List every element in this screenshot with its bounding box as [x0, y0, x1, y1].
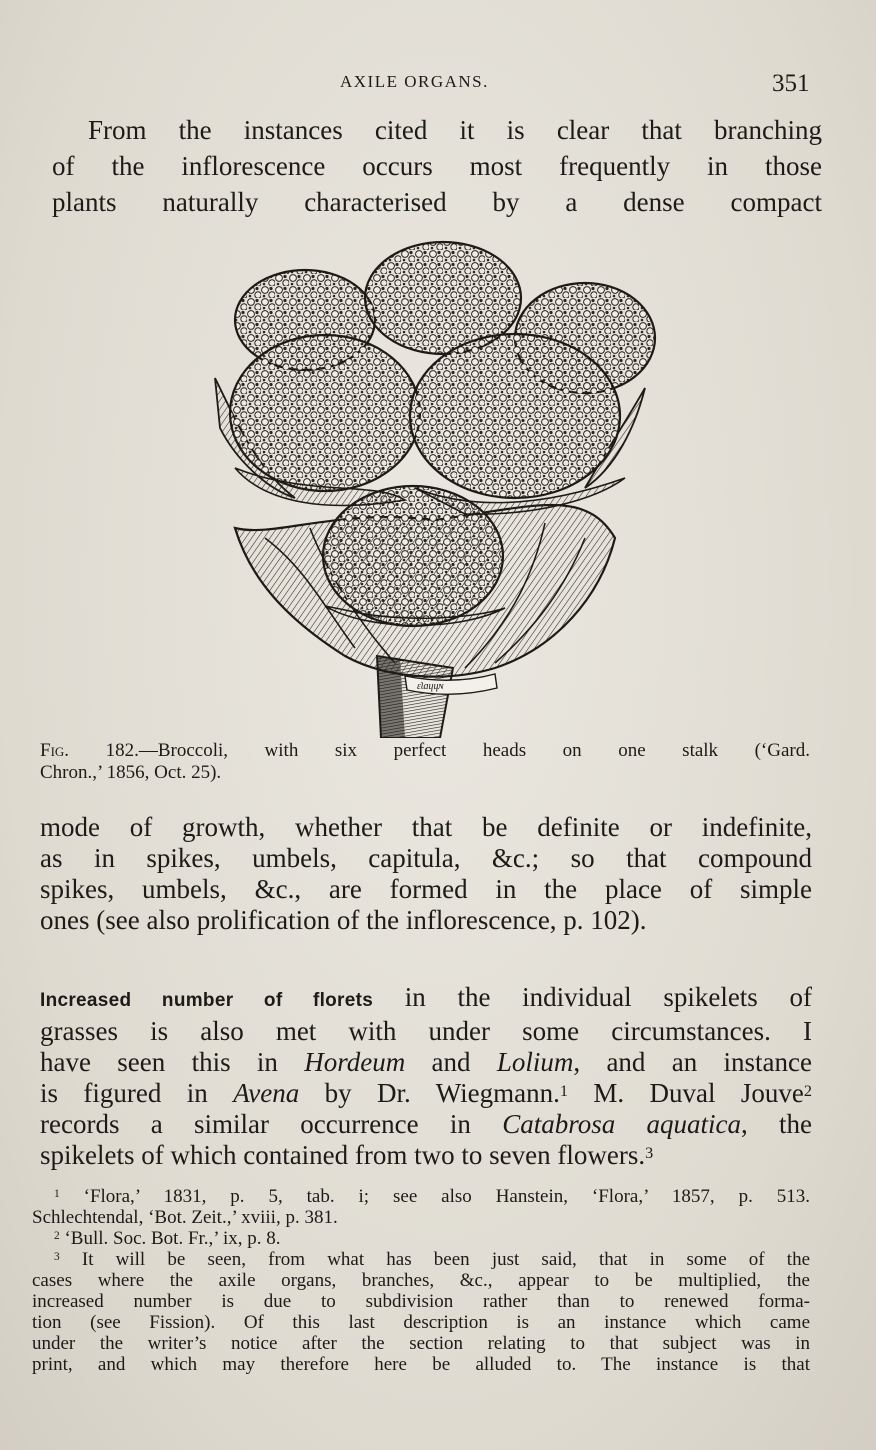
text-run: , the — [740, 1109, 812, 1139]
text-line: ones (see also prolification of the inflorescence, p. 102). — [40, 905, 647, 935]
figure-caption — [40, 740, 810, 784]
text-line — [40, 982, 812, 1016]
text-run: spikelets of which contained from two to seven flowers. — [40, 1140, 646, 1170]
genus-name: Avena — [233, 1078, 300, 1108]
text-run: is figured in — [40, 1078, 234, 1108]
footnote-3-cont: increased number is due to subdivision rather than to renewed forma- — [32, 1291, 810, 1312]
text-line: plants naturally characterised by a dense compact — [52, 187, 822, 217]
species-name: Catabrosa aquatica — [502, 1109, 741, 1139]
footnote-3-cont: under the writer’s notice after the section relating to that subject was in — [32, 1333, 810, 1354]
text-run: M. Duval Jouve — [567, 1078, 804, 1108]
footnote-2 — [32, 1228, 810, 1249]
footnote-mark: 2 — [54, 1230, 60, 1242]
text-run: records a similar occurrence in — [40, 1109, 503, 1139]
text-run: and — [405, 1047, 497, 1077]
text-run: ‘Flora,’ 1831, p. 5, tab. i; see also Hanstein, ‘Flora,’ 1857, p. 513. — [59, 1186, 810, 1207]
section-heading: Increased number of florets — [40, 990, 374, 1011]
text-run: in the individual spikelets of — [373, 982, 812, 1012]
caption-line — [40, 740, 810, 762]
text-line: spikes, umbels, &c., are formed in the place of simple — [40, 874, 812, 904]
figure-label: Fig. 182. — [40, 740, 139, 761]
text-run: , and an instance — [573, 1047, 812, 1077]
footnote-3-cont: print, and which may therefore here be alluded to. The instance is that — [32, 1354, 810, 1375]
footnote-3 — [32, 1249, 810, 1270]
footnote-1 — [32, 1186, 810, 1207]
paragraph-mode — [40, 812, 812, 936]
text-line: as in spikes, umbels, capitula, &c.; so that compound — [40, 843, 812, 873]
text-line: From the instances cited it is clear that branching — [88, 115, 822, 145]
footnote-ref[interactable]: 1 — [559, 1082, 568, 1100]
text-line — [40, 1109, 812, 1140]
text-line — [40, 1047, 812, 1078]
running-head — [0, 70, 876, 104]
text-run: by Dr. Wiegmann. — [299, 1078, 560, 1108]
stalk-label: ɛʅɑɥɥɴ — [417, 681, 444, 692]
footnote-ref[interactable]: 2 — [803, 1082, 813, 1100]
text-line: mode of growth, whether that be definite or indefinite, — [40, 812, 812, 842]
text-run: have seen this in — [40, 1047, 305, 1077]
footnote-1-cont: Schlechtendal, ‘Bot. Zeit.,’ xviii, p. 381. — [32, 1207, 338, 1228]
footnote-3-cont: tion (see Fission). Of this last description is an instance which came — [32, 1312, 810, 1333]
genus-name: Lolium — [496, 1047, 574, 1077]
text-run: It will be seen, from what has been just said, that in some of the — [59, 1249, 810, 1270]
footnote-mark: 3 — [54, 1251, 60, 1263]
caption-line: Chron.,’ 1856, Oct. 25). — [40, 762, 222, 783]
text-run: ‘Bull. Soc. Bot. Fr.,’ ix, p. 8. — [59, 1228, 281, 1249]
paragraph-intro — [52, 112, 822, 220]
footnote-3-cont: cases where the axile organs, branches, &c., appear to be multiplied, the — [32, 1270, 810, 1291]
genus-name: Hordeum — [304, 1047, 406, 1077]
text-line: grasses is also met with under some circumstances. I — [40, 1016, 812, 1046]
running-title: AXILE ORGANS. — [340, 72, 489, 91]
broccoli-engraving — [205, 238, 675, 738]
text-line — [40, 1140, 812, 1171]
text-line — [40, 1078, 812, 1109]
text-line: of the inflorescence occurs most frequently in those — [52, 151, 822, 181]
caption-text: —Broccoli, with six perfect heads on one stalk (‘Gard. — [138, 740, 810, 761]
footnote-ref[interactable]: 3 — [645, 1144, 654, 1162]
paragraph-florets — [40, 982, 812, 1171]
footnote-mark: 1 — [54, 1188, 60, 1200]
footnotes — [32, 1186, 810, 1375]
page-number: 351 — [772, 70, 810, 97]
broccoli-illustration — [205, 238, 675, 738]
